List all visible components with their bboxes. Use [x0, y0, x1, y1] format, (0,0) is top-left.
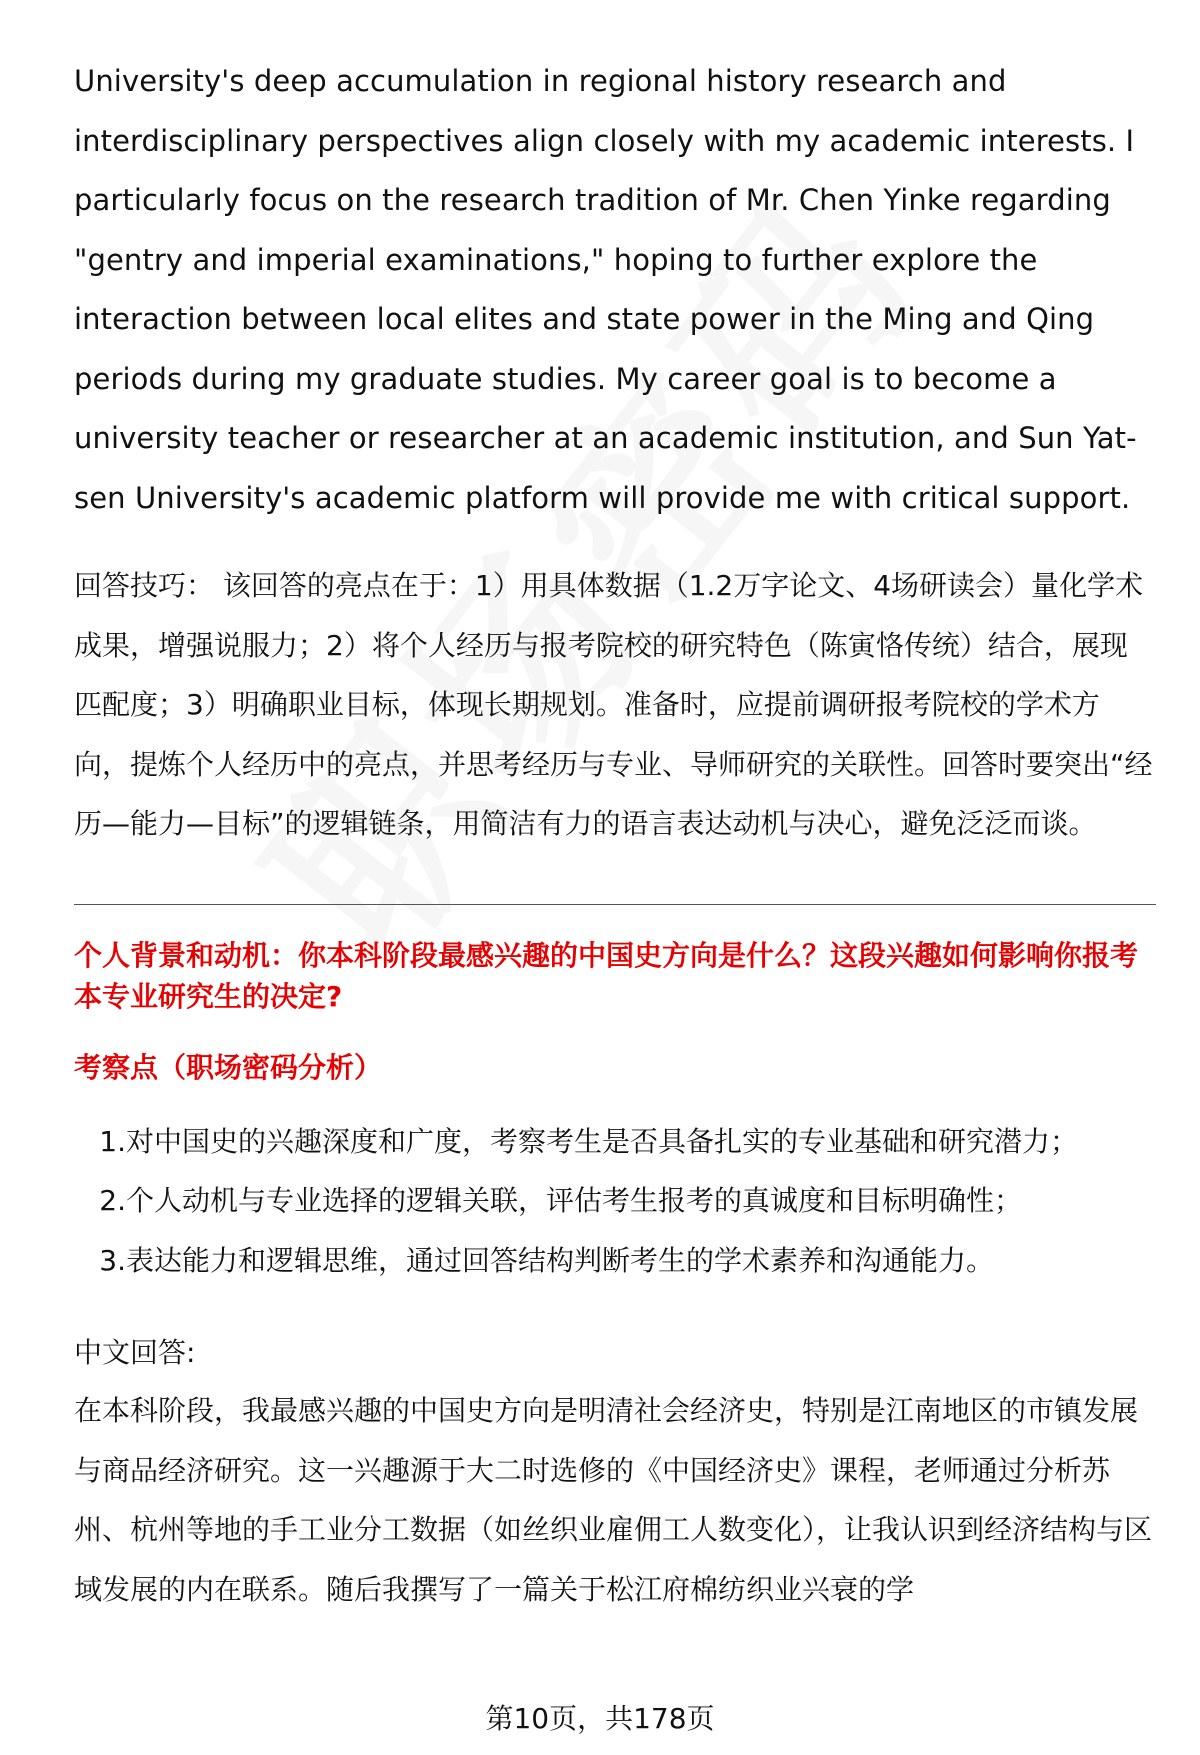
list-item-text: 对中国史的兴趣深度和广度，考察考生是否具备扎实的专业基础和研究潜力；: [126, 1124, 1079, 1158]
list-item-number: 2.: [99, 1184, 126, 1217]
chinese-answer-paragraph: 在本科阶段，我最感兴趣的中国史方向是明清社会经济史，特别是江南地区的市镇发展与商品经济研究。这一兴趣源于大二时选修的《中国经济史》课程，老师通过分析苏州、杭州等地的手工业分工数据（如丝织业雇佣工人数变化），让我认识到经济结构与区域发展的内在联系。随后我撰写了一篇关于松江府棉纺织业兴衰的学: [74, 1394, 1153, 1606]
list-item-text: 个人动机与专业选择的逻辑关联，评估考生报考的真诚度和目标明确性；: [126, 1184, 1023, 1217]
question-heading: 个人背景和动机：你本科阶段最感兴趣的中国史方向是什么？这段兴趣如何影响你报考本专业研究生的决定?: [74, 938, 1139, 1013]
list-item-number: 1.: [99, 1124, 126, 1158]
list-item-text: 表达能力和逻辑思维，通过回答结构判断考生的学术素养和沟通能力。: [126, 1243, 995, 1277]
page-number-footer: 第10页，共178页: [485, 1702, 715, 1735]
chinese-answer-label: 中文回答:: [74, 1336, 196, 1369]
list-item-number: 3.: [99, 1243, 126, 1277]
list-item: [74, 1171, 1154, 1231]
english-answer-paragraph: University's deep accumulation in regional history research and interdisciplinary perspectives align closely with my academic interests. I particularly focus on the research tradition of Mr. Chen Yinke regarding "gentry and imperial examinations," hoping to further explore the interaction between local elites and state power in the Ming and Qing periods during my graduate studies. My career goal is to become a university teacher or researcher at an academic institution, and Sun Yat-sen University's academic platform will provide me with critical support.: [74, 64, 1137, 515]
list-item: [74, 1112, 1154, 1172]
assessment-points-heading: 考察点（职场密码分析）: [74, 1050, 383, 1084]
list-item: [74, 1231, 1154, 1291]
assessment-points-list: [74, 1112, 1154, 1291]
page-content: [74, 52, 1154, 1619]
answer-tips-paragraph: 回答技巧： 该回答的亮点在于：1）用具体数据（1.2万字论文、4场研读会）量化学术成果，增强说服力；2）将个人经历与报考院校的研究特色（陈寅恪传统）结合，展现匹配度；3）明确职业目标，体现长期规划。准备时，应提前调研报考院校的学术方向，提炼个人经历中的亮点，并思考经历与专业、导师研究的关联性。回答时要突出“经历—能力—目标”的逻辑链条，用简洁有力的语言表达动机与决心，避免泛泛而谈。: [74, 569, 1153, 840]
section-divider: [74, 904, 1156, 905]
